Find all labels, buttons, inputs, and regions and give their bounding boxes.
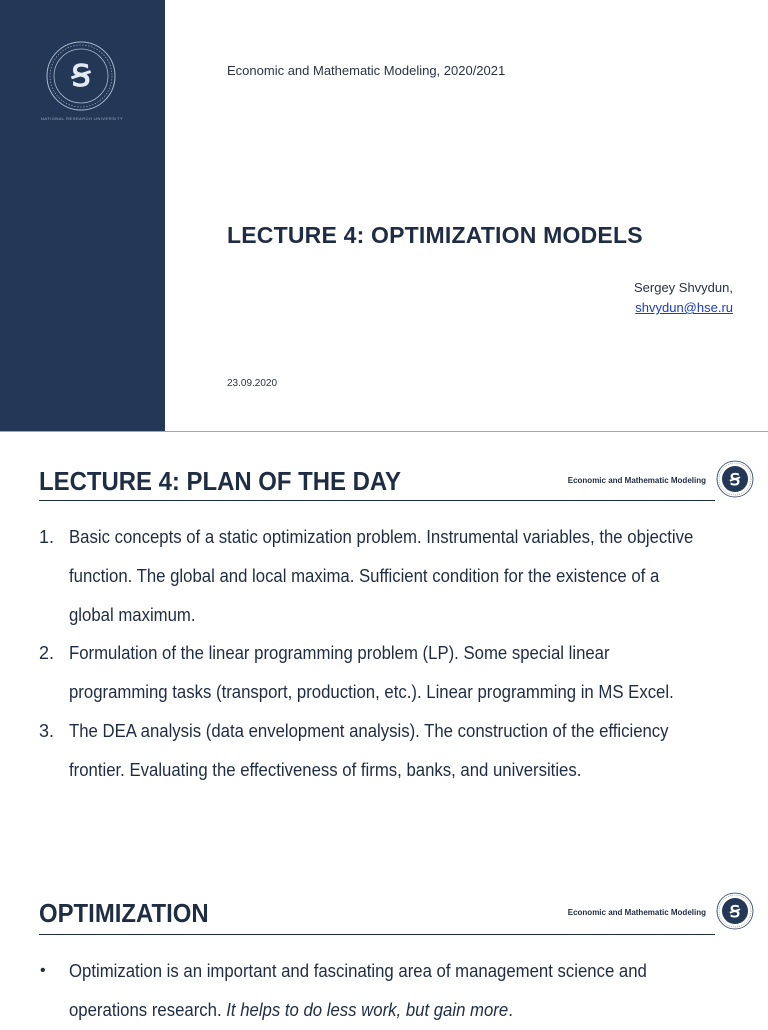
optimization-slide — [0, 880, 768, 1024]
item-line: Basic concepts of a static optimization problem. Instrumental variables, the objective — [69, 527, 694, 547]
svg-text:Ꞩ: Ꞩ — [729, 472, 741, 489]
bullet: • — [40, 962, 46, 979]
item-line: function. The global and local maxima. Sufficient condition for the existence of a — [69, 565, 660, 586]
item-line: Optimization is an important and fascinating area of management science and — [69, 961, 647, 981]
item-line: global maximum. — [69, 604, 196, 625]
header-rule — [39, 934, 715, 935]
item-number: 1. — [39, 527, 55, 547]
course-label: Economic and Mathematic Modeling — [567, 476, 706, 485]
optimization-heading: OPTIMIZATION — [39, 898, 209, 928]
author-block — [634, 278, 733, 318]
item-number: 3. — [39, 720, 55, 741]
hse-logo-icon — [45, 40, 117, 112]
header-rule — [39, 500, 715, 501]
lecture-date: 23.09.2020 — [227, 378, 278, 389]
item-text: operations research. — [69, 999, 227, 1020]
slide-divider — [0, 431, 768, 432]
list-item — [39, 712, 739, 790]
optimization-list — [39, 952, 739, 1030]
logo-caption: NATIONAL RESEARCH UNIVERSITY — [40, 116, 123, 121]
author-name: Sergey Shvydun, — [633, 280, 733, 295]
item-line: frontier. Evaluating the effectiveness of firms, banks, and universities. — [69, 759, 582, 780]
item-line: The DEA analysis (data envelopment analysis). The construction of the efficiency — [69, 720, 669, 741]
hse-logo-icon — [716, 892, 754, 930]
item-number: 2. — [39, 643, 55, 664]
svg-text:Ꞩ: Ꞩ — [71, 60, 91, 93]
hse-logo-icon — [716, 460, 754, 498]
title-slide — [0, 0, 768, 432]
svg-text:Ꞩ: Ꞩ — [729, 904, 741, 921]
item-text-end: . — [508, 999, 513, 1020]
plan-heading: LECTURE 4: PLAN OF THE DAY — [39, 466, 401, 496]
list-item — [39, 518, 739, 634]
list-item — [39, 952, 739, 1030]
lecture-title: LECTURE 4: OPTIMIZATION MODELS — [227, 222, 643, 248]
course-label: Economic and Mathematic Modeling — [567, 908, 706, 917]
plan-slide — [0, 438, 768, 838]
item-line: Formulation of the linear programming problem (LP). Some special linear — [69, 643, 610, 664]
title-sidebar — [0, 0, 165, 432]
author-email-link[interactable]: shvydun@hse.ru — [635, 300, 733, 315]
item-line: programming tasks (transport, production, etc.). Linear programming in MS Excel. — [69, 682, 674, 703]
item-emphasis: It helps to do less work, but gain more — [226, 999, 509, 1020]
plan-list — [39, 518, 739, 790]
course-name: Economic and Mathematic Modeling, 2020/2021 — [227, 63, 506, 78]
list-item — [39, 634, 739, 712]
